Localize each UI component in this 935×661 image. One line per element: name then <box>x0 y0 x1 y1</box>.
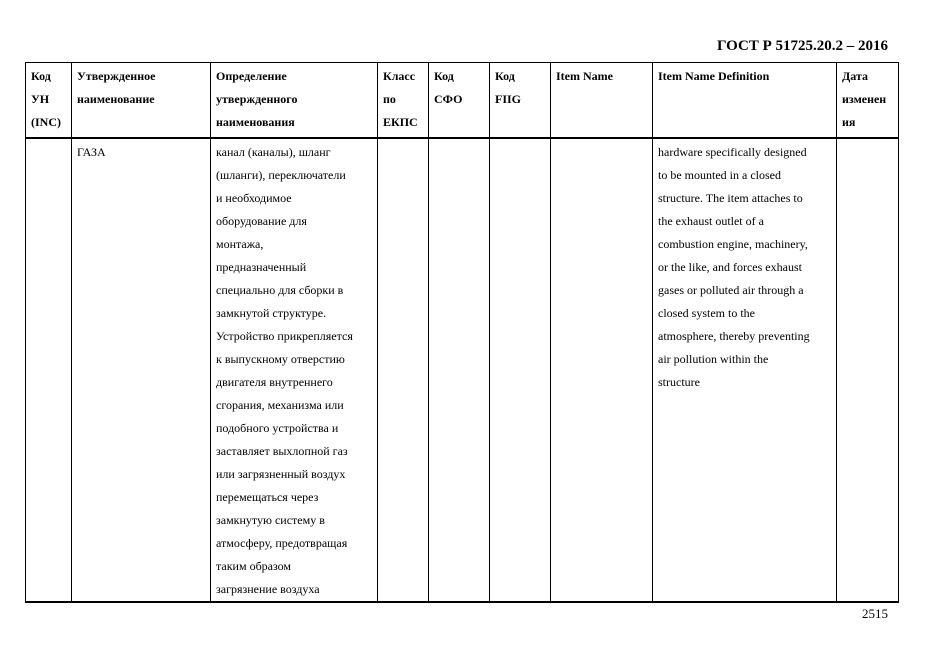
item-name-definition-line: hardware specifically designed <box>658 144 807 159</box>
item-name-definition-cell <box>653 138 837 602</box>
definition-ru-line: замкнутую систему в <box>216 512 325 527</box>
header-line: Код <box>495 69 515 83</box>
header-item-name <box>551 63 653 138</box>
header-line: ЕКПС <box>383 115 418 129</box>
header-line: наименования <box>216 115 295 129</box>
header-line: (INC) <box>31 115 61 129</box>
definition-ru-line: (шланги), переключатели <box>216 167 346 182</box>
item-name-definition-line: structure. The item attaches to <box>658 190 803 205</box>
approved-name-cell <box>72 138 211 602</box>
definition-ru-line: сгорания, механизма или <box>216 397 344 412</box>
definition-ru-line: двигателя внутреннего <box>216 374 333 389</box>
header-line: ия <box>842 115 856 129</box>
item-name-definition-line: or the like, and forces exhaust <box>658 259 802 274</box>
definition-ru-line: перемещаться через <box>216 489 319 504</box>
header-inc-code <box>26 63 72 138</box>
definition-ru-line: подобного устройства и <box>216 420 339 435</box>
definition-ru-line: к выпускному отверстию <box>216 351 345 366</box>
document-code: ГОСТ Р 51725.20.2 – 2016 <box>716 38 888 54</box>
header-change-date <box>837 63 899 138</box>
header-line: наименование <box>77 92 155 106</box>
header-line: Класс <box>383 69 416 83</box>
definition-ru-line: предназначенный <box>216 259 307 274</box>
header-approved-name <box>72 63 211 138</box>
header-line: Item Name <box>556 69 613 83</box>
header-definition <box>211 63 378 138</box>
table-row <box>26 138 899 602</box>
definition-ru-line: загрязнение воздуха <box>216 581 320 596</box>
header-sfo-code <box>429 63 490 138</box>
definition-ru-line: оборудование для <box>216 213 307 228</box>
approved-name-line: ГАЗА <box>77 144 106 159</box>
header-item-name-definition <box>653 63 837 138</box>
header-line: Дата <box>842 69 868 83</box>
item-name-definition-line: structure <box>658 374 700 389</box>
header-line: Item Name Definition <box>658 69 770 83</box>
item-name-definition-line: to be mounted in a closed <box>658 167 781 182</box>
definition-ru-line: замкнутой структуре. <box>216 305 327 320</box>
header-line: по <box>383 92 396 106</box>
definition-ru-cell <box>211 138 378 602</box>
item-name-definition-line: atmosphere, thereby preventing <box>658 328 810 343</box>
definition-ru-line: заставляет выхлопной газ <box>216 443 348 458</box>
definition-ru-line: атмосферу, предотвращая <box>216 535 348 550</box>
definition-ru-line: монтажа, <box>216 236 264 251</box>
inc-code-cell <box>26 138 72 602</box>
sfo-code-cell <box>429 138 490 602</box>
definition-ru-line: и необходимое <box>216 190 292 205</box>
header-line: Определение <box>216 69 287 83</box>
item-name-cell <box>551 138 653 602</box>
fiig-code-cell <box>490 138 551 602</box>
page-number: 2515 <box>862 606 888 621</box>
ekps-class-cell <box>378 138 429 602</box>
header-line: Код <box>434 69 454 83</box>
header-line: СФО <box>434 92 463 106</box>
definition-ru-line: таким образом <box>216 558 292 573</box>
change-date-cell <box>837 138 899 602</box>
table-header-row <box>26 63 899 138</box>
definition-ru-line: или загрязненный воздух <box>216 466 346 481</box>
item-name-definition-line: the exhaust outlet of a <box>658 213 764 228</box>
item-name-definition-line: combustion engine, machinery, <box>658 236 808 251</box>
definition-ru-line: специально для сборки в <box>216 282 344 297</box>
item-name-definition-line: gases or polluted air through a <box>658 282 804 297</box>
definition-ru-line: Устройство прикрепляется <box>216 328 353 343</box>
header-line: УН <box>31 92 50 106</box>
header-ekps-class <box>378 63 429 138</box>
definition-ru-line: канал (каналы), шланг <box>216 144 331 159</box>
header-line: изменен <box>842 92 887 106</box>
item-name-definition-line: closed system to the <box>658 305 755 320</box>
classification-table <box>25 62 899 603</box>
header-line: FIIG <box>495 92 522 106</box>
header-line: утвержденного <box>216 92 298 106</box>
header-line: Код <box>31 69 51 83</box>
item-name-definition-line: air pollution within the <box>658 351 769 366</box>
header-line: Утвержденное <box>77 69 156 83</box>
header-fiig-code <box>490 63 551 138</box>
